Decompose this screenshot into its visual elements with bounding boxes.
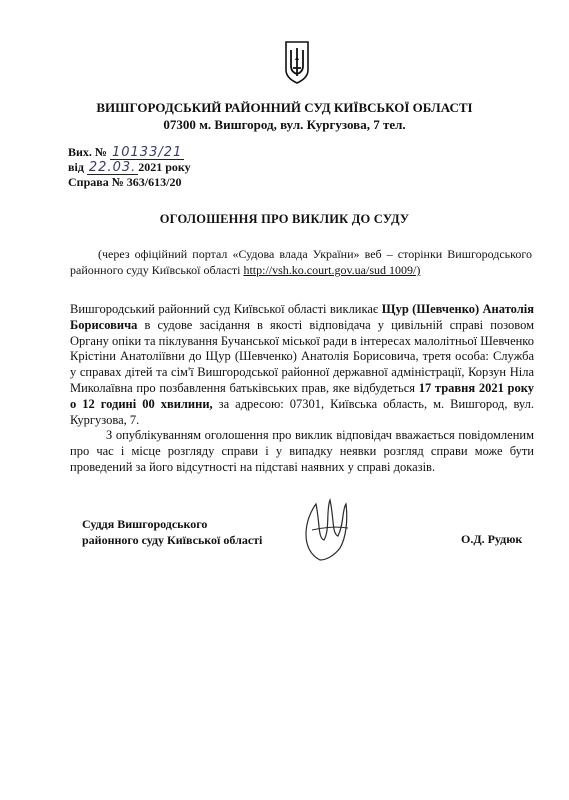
- case-number: Справа № 363/613/20: [68, 175, 182, 189]
- outgoing-number-line: [68, 145, 184, 160]
- date-prefix: від: [68, 160, 84, 174]
- court-address: 07300 м. Вишгород, вул. Кургузова, 7 тел.: [163, 117, 406, 132]
- summons-intro: Вишгородський районний суд Київської області викликає: [70, 302, 379, 316]
- date-handwritten: 22.03.: [88, 160, 137, 175]
- paragraph-notice-effect: З опублікуванням оголошення про виклик відповідач вважається повідомленим про час і місце розгляду справи і у випадку неявки розгляд справи може бути проведений за його відсутності на підставі наявних у справі доказів.: [70, 428, 534, 474]
- portal-text: (через офіційний портал «Судова влада України» веб – сторінки Вишгородського районного суду Київської області: [70, 247, 532, 277]
- outgoing-date-line: [68, 160, 191, 175]
- court-name: ВИШГОРОДСЬКИЙ РАЙОННИЙ СУД КИЇВСЬКОЇ ОБЛАСТІ: [96, 100, 473, 115]
- judge-name: О.Д. Рудюк: [461, 532, 523, 546]
- defendant-name: Щур (Шевченко) Анатолія Борисовича: [70, 302, 534, 332]
- paragraph-summons: [70, 302, 534, 428]
- hearing-datetime: 17 травня 2021 року о 12 годині 00 хвилини,: [70, 380, 535, 411]
- notice-title: ОГОЛОШЕННЯ ПРО ВИКЛИК ДО СУДУ: [159, 212, 410, 226]
- outgoing-label: Вих. №: [68, 145, 107, 159]
- notice-body: [70, 302, 534, 476]
- judge-title-line2: районного суду Київської області: [82, 533, 263, 547]
- judge-title-line1: Суддя Вишгородського: [82, 517, 208, 531]
- case-description: в судове засідання в якості відповідача у цивільній справі позовом Органу опіки та піклування Бучанської міської ради в інтересах малолітньої Шевченко Крістіни Анатоліївни до Щур (Шевченко) Анатолія Борисовича, третя особа: Служба у справах дітей та сім'ї Вишгородської районної державної адміністрації, Корзун Ніла Миколаївна про позбавлення батьківських прав, яке відбудеться: [70, 317, 535, 395]
- date-suffix: 2021 року: [138, 160, 191, 174]
- portal-link[interactable]: http://vsh.ko.court.gov.ua/sud 1009/): [243, 263, 421, 277]
- portal-reference: [70, 246, 532, 278]
- hearing-address: за адресою: 07301, Київська область, м. Вишгород, вул. Кургузова, 7.: [70, 396, 534, 427]
- trident-coat-of-arms-icon: [284, 40, 310, 84]
- outgoing-number-handwritten: 10133/21: [111, 145, 183, 160]
- handwritten-signature-icon: [290, 490, 370, 570]
- judge-title: [82, 516, 262, 548]
